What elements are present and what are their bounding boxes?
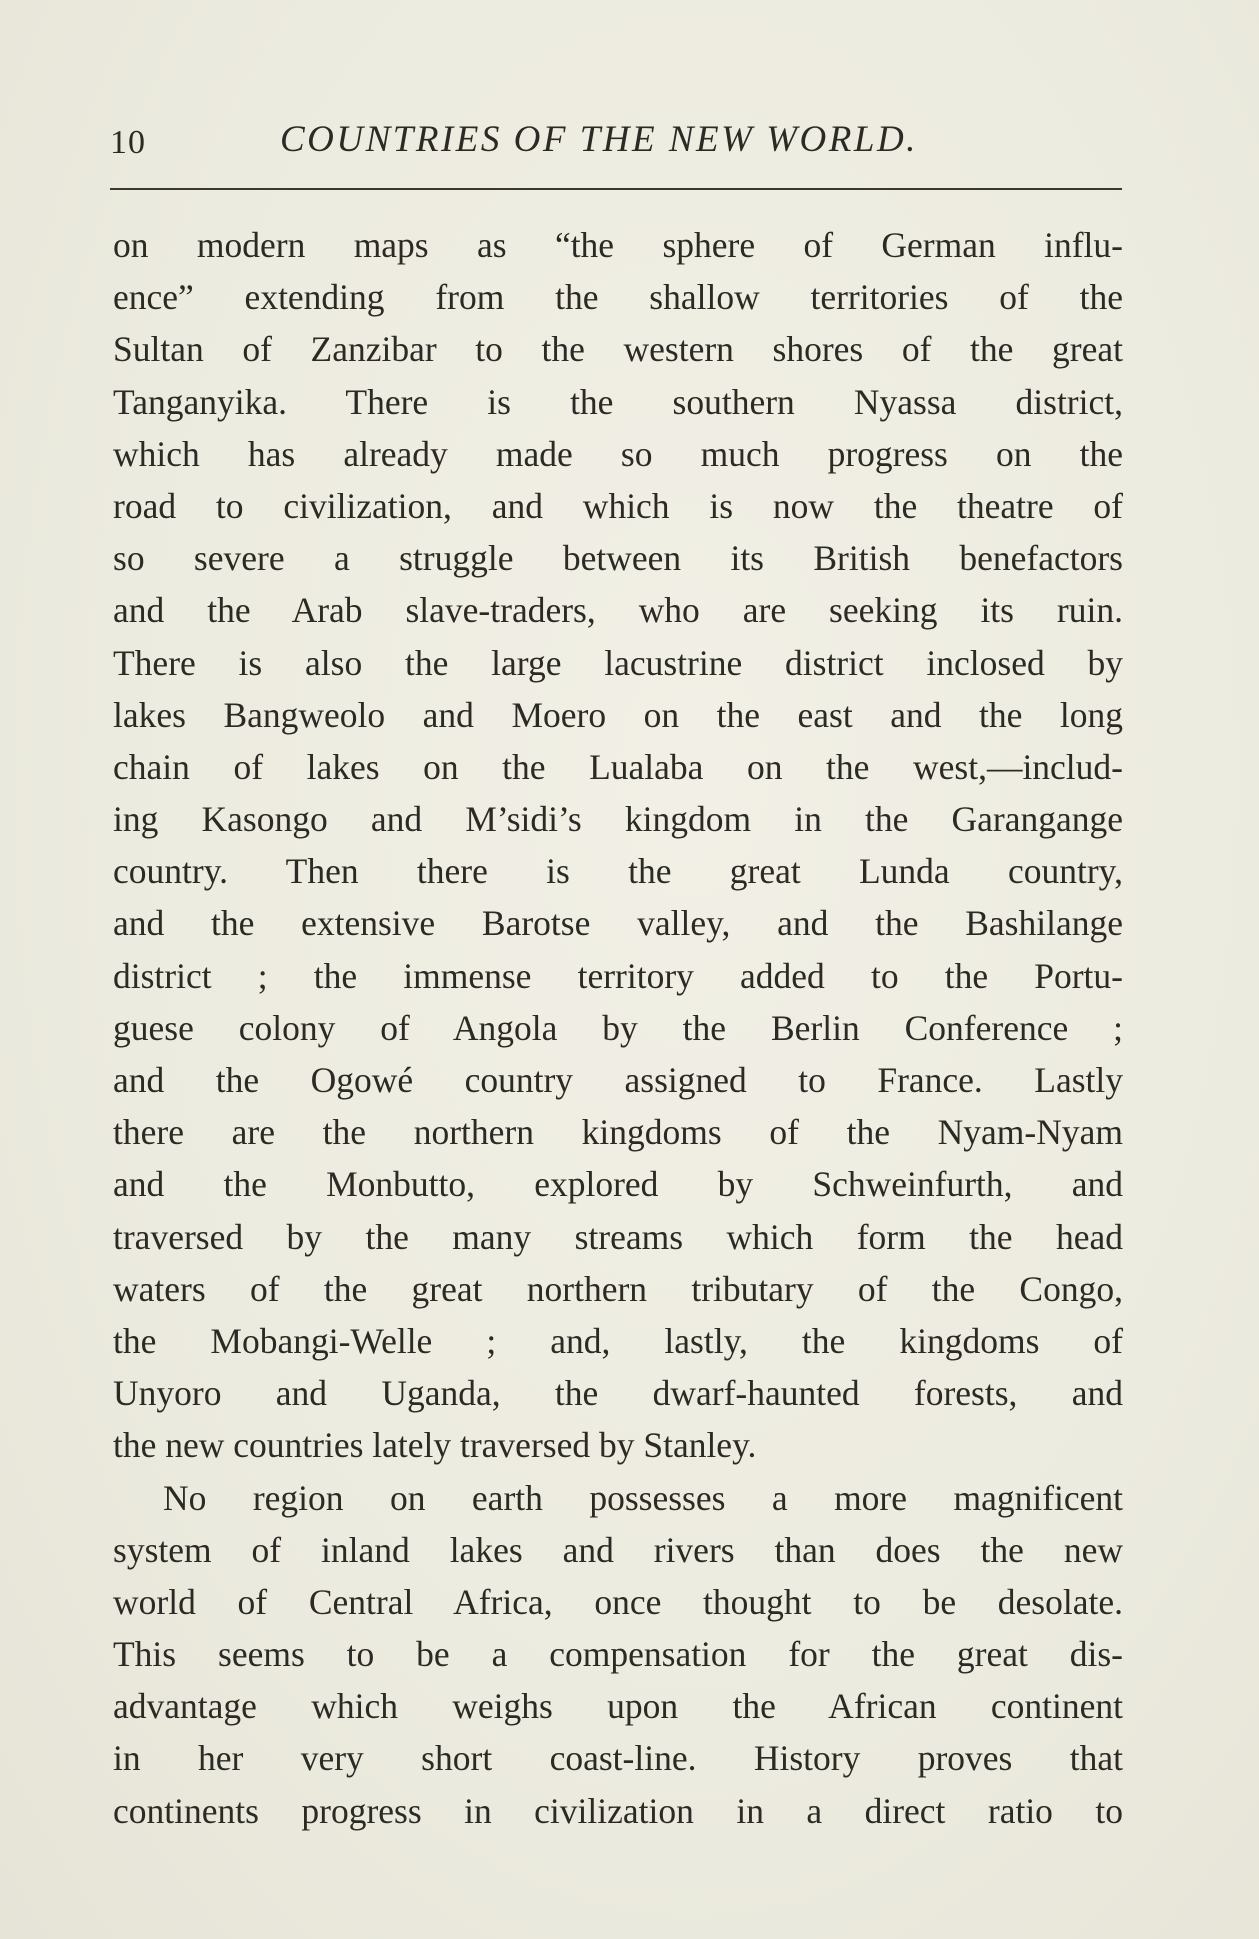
text-line: so severe a struggle between its British benefactors — [113, 538, 1123, 579]
text-line: on modern maps as “the sphere of German influ- — [113, 225, 1123, 265]
text-line: the Mobangi-Welle ; and, lastly, the kingdoms of — [113, 1320, 1123, 1361]
text-line: in her very short coast-line. History proves that — [113, 1738, 1123, 1779]
text-line: lakes Bangweolo and Moero on the east and the long — [113, 694, 1123, 735]
text-line: and the Monbutto, explored by Schweinfurth, and — [113, 1164, 1123, 1205]
running-title: COUNTRIES OF THE NEW WORLD. — [280, 119, 918, 160]
text-line: road to civilization, and which is now the theatre of — [113, 485, 1123, 526]
paragraph-2 — [113, 1472, 1123, 1837]
text-line: There is also the large lacustrine district inclosed by — [113, 642, 1123, 683]
text-line: country. Then there is the great Lunda country, — [113, 851, 1123, 892]
text-line: world of Central Africa, once thought to be desolate. — [113, 1581, 1123, 1622]
running-header — [110, 118, 1120, 178]
text-line: continents progress in civilization in a direct ratio to — [113, 1790, 1123, 1831]
text-line: ence” extending from the shallow territories of the — [113, 277, 1123, 318]
text-line: Sultan of Zanzibar to the western shores of the great — [113, 329, 1123, 370]
page-number: 10 — [110, 124, 146, 161]
text-line: No region on earth possesses a more magnificent — [163, 1477, 1123, 1518]
text-line: and the extensive Barotse valley, and the Bashilange — [113, 903, 1123, 944]
text-line: waters of the great northern tributary of the Congo, — [113, 1268, 1123, 1309]
text-line: the new countries lately traversed by Stanley. — [113, 1425, 757, 1466]
text-line: there are the northern kingdoms of the Nyam-Nyam — [113, 1112, 1123, 1153]
text-line: system of inland lakes and rivers than does the new — [113, 1529, 1123, 1570]
text-line: ing Kasongo and M’sidi’s kingdom in the Garangange — [113, 799, 1123, 840]
text-line: Unyoro and Uganda, the dwarf-haunted forests, and — [113, 1373, 1123, 1414]
body-text — [113, 219, 1123, 1837]
text-line: advantage which weighs upon the African continent — [113, 1686, 1123, 1727]
text-line: which has already made so much progress on the — [113, 433, 1123, 474]
paragraph-1 — [113, 219, 1123, 1472]
text-line: Tanganyika. There is the southern Nyassa district, — [113, 381, 1123, 422]
text-line: and the Ogowé country assigned to France. Lastly — [113, 1060, 1123, 1100]
text-line: guese colony of Angola by the Berlin Conference ; — [113, 1007, 1123, 1048]
text-line: chain of lakes on the Lualaba on the west,—includ- — [113, 746, 1123, 787]
text-line: This seems to be a compensation for the great dis- — [113, 1634, 1123, 1675]
header-rule — [110, 188, 1122, 190]
text-line: traversed by the many streams which form the head — [113, 1216, 1123, 1257]
text-line: district ; the immense territory added to the Portu- — [113, 955, 1123, 996]
text-line: and the Arab slave-traders, who are seeking its ruin. — [113, 590, 1123, 631]
